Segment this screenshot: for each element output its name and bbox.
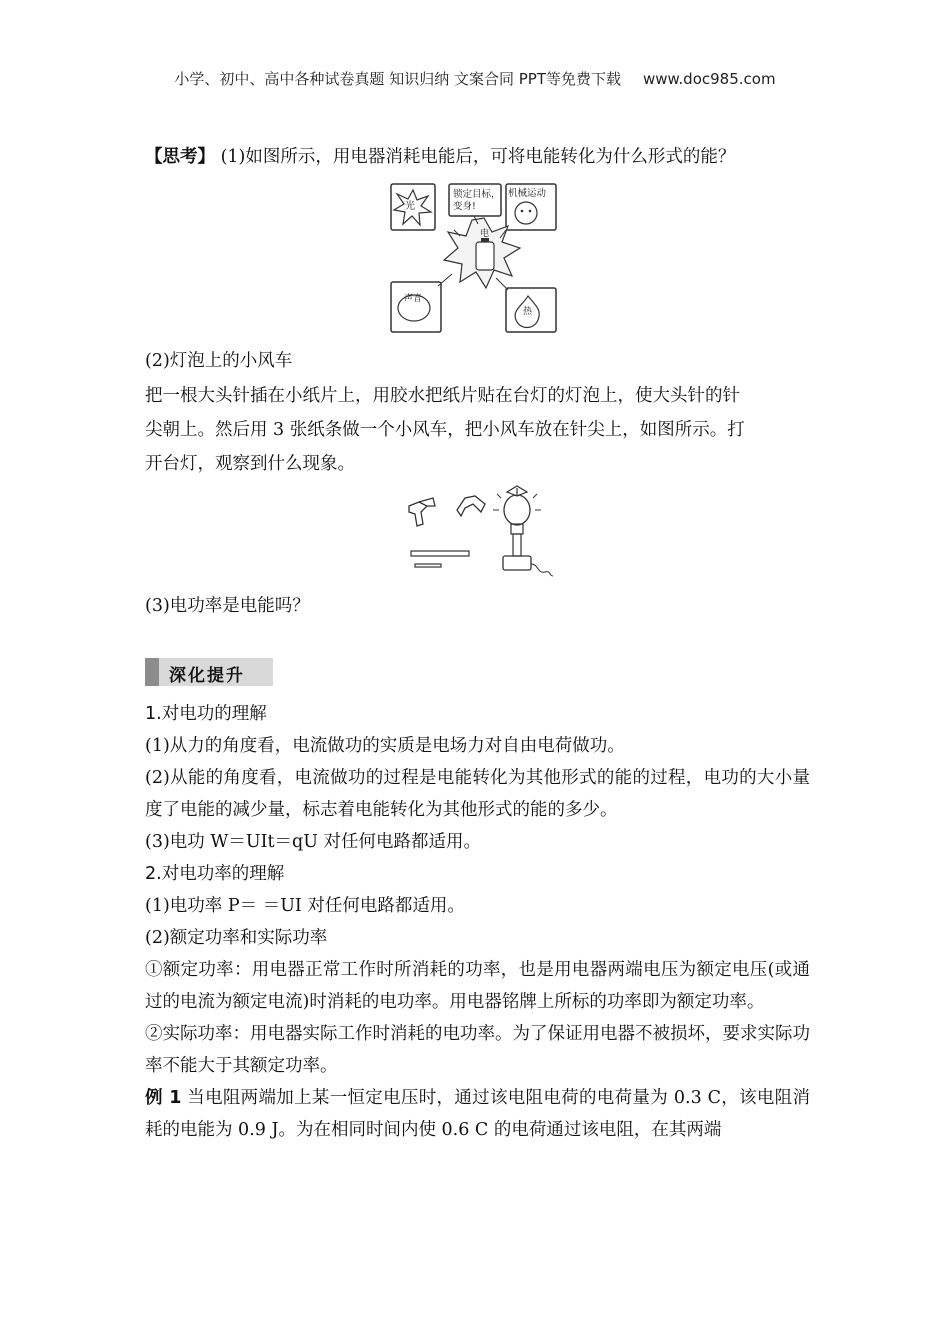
- think-q1-text: (1)如图所示，用电器消耗电能后，可将电能转化为什么形式的能？: [220, 147, 736, 167]
- think-tag: 【思考】: [145, 147, 215, 167]
- body-content: [145, 698, 810, 1146]
- section-header: [145, 658, 273, 686]
- power-item-2: (2)额定功率和实际功率: [145, 928, 328, 948]
- sound-label: 声音: [404, 294, 423, 304]
- heat-label: 热: [523, 307, 533, 317]
- power-item-1: (1)电功率 P＝ ＝UI 对任何电路都适用。: [145, 896, 465, 916]
- heading-work: 1.对电功的理解: [145, 704, 267, 724]
- section-marker: [145, 658, 159, 686]
- mechanical-label: 机械运动: [508, 188, 547, 199]
- heading-power: 2.对电功率的理解: [145, 864, 285, 884]
- work-item-1: (1)从力的角度看，电流做功的实质是电场力对自由电荷做功。: [145, 736, 625, 756]
- section-title: 深化提升: [169, 666, 245, 686]
- center-box-line2: 变身!: [453, 201, 476, 212]
- think-q2-line-3: 开台灯，观察到什么现象。: [145, 454, 355, 474]
- electric-label: 电: [480, 229, 490, 239]
- think-q2-line-2: 尖朝上。然后用 3 张纸条做一个小风车，把小风车放在针尖上，如图所示。打: [145, 420, 745, 440]
- center-box-line1: 锁定目标，: [453, 189, 501, 200]
- power-item-3: ①额定功率：用电器正常工作时所消耗的功率，也是用电器两端电压为额定电压(或通过的电流为额定电流)时消耗的电功率。用电器铭牌上所标的功率即为额定功率。: [145, 960, 810, 1012]
- light-label: 光: [405, 201, 415, 212]
- example-label: 例 1: [145, 1088, 182, 1108]
- think-q2-line-1: 把一根大头针插在小纸片上，用胶水把纸片贴在台灯的灯泡上，使大头针的针: [145, 386, 740, 406]
- example-1: [145, 1082, 810, 1146]
- power-item-4: ②实际功率：用电器实际工作时消耗的电功率。为了保证用电器不被损坏，要求实际功率不能大于其额定功率。: [145, 1024, 810, 1076]
- think-q3: (3)电功率是电能吗？: [145, 596, 310, 616]
- pinwheel-lamp-figure: [405, 484, 555, 580]
- think-question-1: [145, 141, 810, 173]
- energy-conversion-figure: [388, 180, 560, 336]
- work-item-3: (3)电功 W＝UIt＝qU 对任何电路都适用。: [145, 832, 482, 852]
- header-site-link[interactable]: www.doc985.com: [642, 70, 776, 88]
- center-box-label: [453, 188, 504, 212]
- work-item-2: (2)从能的角度看，电流做功的过程是电能转化为其他形式的能的过程，电功的大小量度了电能的减少量，标志着电能转化为其他形式的能的多少。: [145, 768, 810, 820]
- think-q2-title: (2)灯泡上的小风车: [145, 351, 293, 371]
- page-header: [0, 68, 950, 89]
- header-text: 小学、初中、高中各种试卷真题 知识归纳 文案合同 PPT等免费下载: [174, 70, 621, 88]
- example-text: 当电阻两端加上某一恒定电压时，通过该电阻电荷的电荷量为 0.3 C，该电阻消耗的电能为 0.9 J。为在相同时间内使 0.6 C 的电荷通过该电阻，在其两端: [145, 1088, 810, 1140]
